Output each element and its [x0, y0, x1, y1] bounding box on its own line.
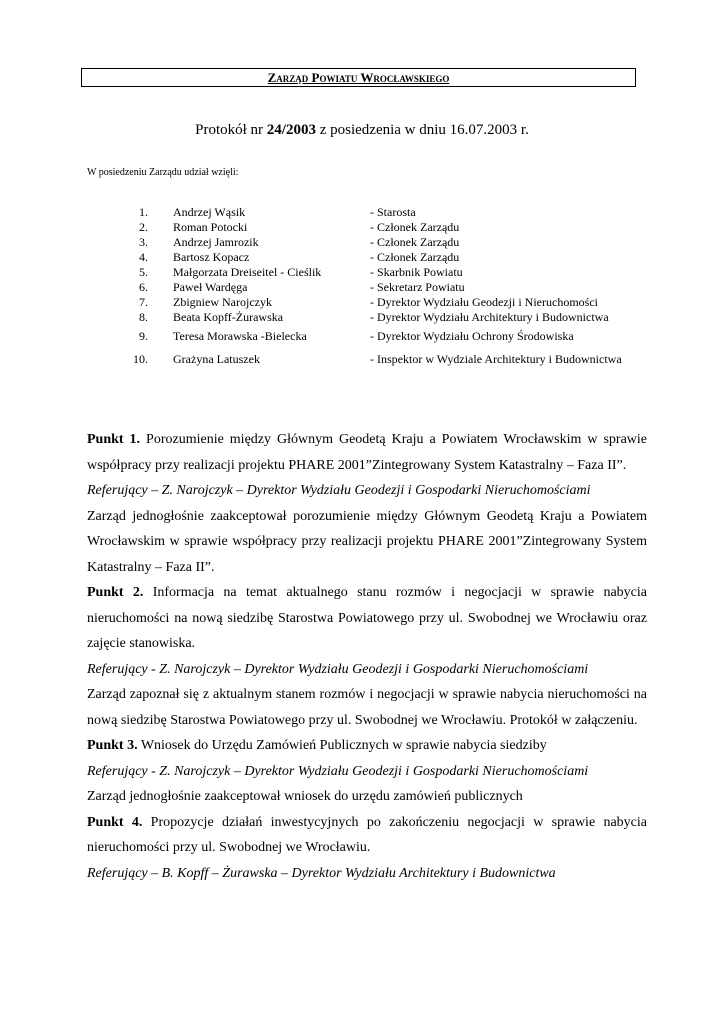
point-text: Informacja na temat aktualnego stanu rozmów i negocjacji w sprawie nabycia nieruchomości na nową siedzibę Starostwa Powiatowego przy ul. Swobodnej we Wrocławiu oraz zajęcie stanowiska.: [87, 585, 647, 651]
attendee-name: Teresa Morawska -Bielecka: [173, 329, 307, 343]
attendee-name: Andrzej Wąsik: [173, 205, 246, 219]
attendee-row: [120, 220, 660, 235]
attendee-number: 9.: [139, 329, 148, 343]
attendee-number: 4.: [139, 250, 148, 264]
attendee-number: 1.: [139, 205, 148, 219]
attendee-row: [120, 265, 660, 280]
attendee-number: 8.: [139, 310, 148, 324]
point-referee: Referujący – Z. Narojczyk – Dyrektor Wydziału Geodezji i Gospodarki Nieruchomościami: [87, 483, 591, 498]
protocol-title: [0, 120, 724, 140]
point-2: [87, 580, 647, 657]
attendees-intro: W posiedzeniu Zarządu udział wzięli:: [87, 167, 239, 178]
attendee-name: Andrzej Jamrozik: [173, 235, 259, 249]
attendee-row: [120, 325, 660, 348]
attendee-name: Roman Potocki: [173, 220, 248, 234]
attendee-number: 6.: [139, 280, 148, 294]
attendee-name: Bartosz Kopacz: [173, 250, 250, 264]
attendee-role: - Dyrektor Wydziału Ochrony Środowiska: [370, 329, 574, 343]
attendee-row: [120, 235, 660, 250]
attendee-role: - Starosta: [370, 205, 416, 219]
point-4: [87, 810, 647, 861]
attendee-row: [120, 250, 660, 265]
point-decision: Zarząd jednogłośnie zaakceptował wniosek do urzędu zamówień publicznych: [87, 789, 523, 804]
protocol-suffix: z posiedzenia w dniu 16.07.2003 r.: [315, 122, 529, 138]
attendee-role: - Sekretarz Powiatu: [370, 280, 465, 294]
point-text: Propozycje działań inwestycyjnych po zakończeniu negocjacji w sprawie nabycia nieruchomości przy ul. Swobodnej we Wrocławiu.: [87, 814, 647, 855]
attendee-name: Grażyna Latuszek: [173, 352, 260, 366]
agenda-items: [87, 427, 647, 886]
attendee-row: [120, 280, 660, 295]
point-decision: Zarząd jednogłośnie zaakceptował porozumienie między Głównym Geodetą Kraju a Powiatem Wrocławskim w sprawie współpracy przy realizacji projektu PHARE 2001”Zintegrowany System Katastralny – Faza II”.: [87, 508, 647, 575]
document-header: [81, 68, 636, 87]
point-referee: Referujący - Z. Narojczyk – Dyrektor Wydziału Geodezji i Gospodarki Nieruchomościami: [87, 763, 589, 779]
point-referee: Referujący – B. Kopff – Żurawska – Dyrektor Wydziału Architektury i Budownictwa: [87, 865, 556, 881]
attendee-number: 2.: [139, 220, 148, 234]
attendee-role: - Członek Zarządu: [370, 250, 460, 264]
point-text: Porozumienie między Głównym Geodetą Kraju a Powiatem Wrocławskim w sprawie współpracy przy realizacji projektu PHARE 2001”Zintegrowany System Katastralny – Faza II”.: [87, 432, 647, 473]
point-label: Punkt 4.: [87, 814, 143, 830]
attendee-number: 7.: [139, 295, 148, 309]
attendee-role: - Inspektor w Wydziale Architektury i Budownictwa: [370, 352, 622, 366]
point-text: Wniosek do Urzędu Zamówień Publicznych w sprawie nabycia siedziby: [137, 738, 547, 753]
point-label: Punkt 3.: [87, 738, 138, 753]
header-title: Zarząd Powiatu Wrocławskiego: [267, 70, 450, 85]
attendee-role: - Skarbnik Powiatu: [370, 265, 463, 279]
protocol-number: 24/2003: [266, 122, 316, 138]
attendee-name: Paweł Wardęga: [173, 280, 248, 294]
attendee-row: [120, 295, 660, 310]
attendee-number: 3.: [139, 235, 148, 249]
attendees-list: [120, 205, 660, 371]
attendee-number: 5.: [139, 265, 148, 279]
point-3: [87, 733, 647, 759]
point-referee: Referujący - Z. Narojczyk – Dyrektor Wydziału Geodezji i Gospodarki Nieruchomościami: [87, 661, 589, 677]
attendee-name: Małgorzata Dreiseitel - Cieślik: [173, 265, 322, 279]
attendee-row: [120, 205, 660, 220]
attendee-row: [120, 310, 660, 325]
attendee-number: 10.: [133, 352, 148, 366]
attendee-name: Beata Kopff-Żurawska: [173, 310, 284, 324]
point-1: [87, 427, 647, 478]
point-label: Punkt 1.: [87, 432, 141, 447]
protocol-prefix: Protokół nr: [195, 122, 267, 138]
attendee-role: - Członek Zarządu: [370, 235, 460, 249]
point-label: Punkt 2.: [87, 585, 144, 600]
attendee-role: - Dyrektor Wydziału Geodezji i Nieruchomości: [370, 295, 598, 309]
attendee-role: - Członek Zarządu: [370, 220, 460, 234]
point-decision: Zarząd zapoznał się z aktualnym stanem rozmów i negocjacji w sprawie nabycia nieruchomości na nową siedzibę Starostwa Powiatowego przy ul. Swobodnej we Wrocławiu. Protokół w załączeniu.: [87, 687, 647, 728]
attendee-name: Zbigniew Narojczyk: [173, 295, 272, 309]
attendee-row: [120, 348, 660, 371]
attendee-role: - Dyrektor Wydziału Architektury i Budownictwa: [370, 310, 609, 324]
